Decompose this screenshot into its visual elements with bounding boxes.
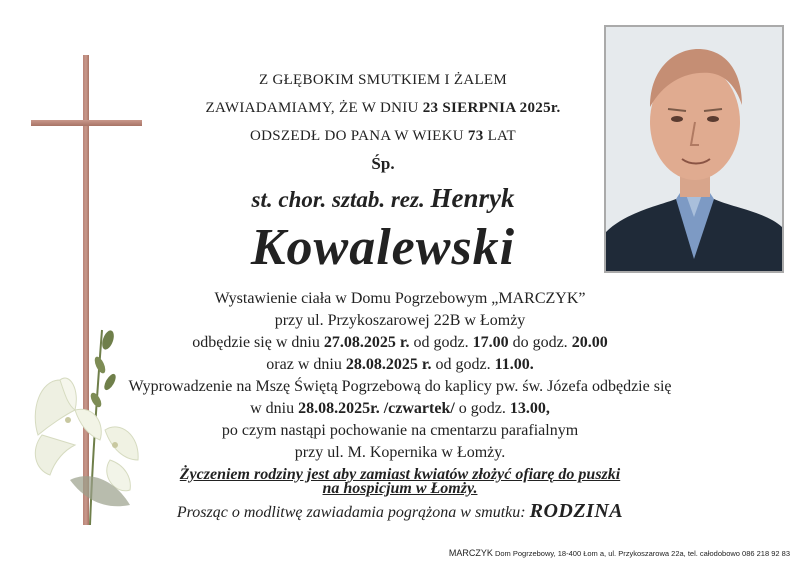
detail-line-5: Wyprowadzenie na Mszę Świętą Pogrzebową do kaplicy pw. św. Józefa odbędzie się	[128, 378, 672, 395]
announcement-line-1: Z GŁĘBOKIM SMUTKIEM I ŻALEM	[258, 72, 508, 88]
closing-line	[150, 500, 650, 523]
signature: RODZINA	[529, 500, 624, 522]
detail-line-3	[150, 334, 650, 352]
family-wish-line-2: na hospicjum w Łomży.	[322, 480, 478, 497]
detail-line-6	[150, 400, 650, 418]
detail-line-4-b: od godz.	[431, 356, 495, 373]
detail-line-1: Wystawienie ciała w Domu Pogrzebowym „MARCZYK”	[214, 290, 586, 307]
detail-line-6-b: o godz.	[454, 400, 510, 417]
family-wish-line-1: Życzeniem rodziny jest aby zamiast kwiatów złożyć ofiarę do puszki	[179, 466, 621, 483]
viewing-time-2: 11.00.	[494, 356, 534, 373]
age: 73	[467, 128, 484, 144]
funeral-home-name: MARCZYK	[448, 548, 493, 558]
mass-date: 28.08.2025r. /czwartek/	[298, 400, 455, 417]
viewing-time-from: 17.00	[472, 334, 509, 351]
viewing-date-1: 27.08.2025 r.	[323, 334, 410, 351]
cross-horizontal-beam	[31, 120, 142, 126]
announcement-line-2-text: ZAWIADAMIAMY, ŻE W DNIU	[205, 100, 423, 116]
detail-line-7: po czym nastąpi pochowanie na cmentarzu parafialnym	[221, 422, 579, 439]
death-date: 23 SIERPNIA 2025r.	[422, 100, 561, 116]
military-rank: st. chor. sztab. rez.	[251, 187, 431, 212]
detail-line-8: przy ul. M. Kopernika w Łomży.	[294, 444, 506, 461]
detail-line-3-a: odbędzie się w dniu	[192, 334, 324, 351]
viewing-date-2: 28.08.2025 r.	[345, 356, 432, 373]
detail-line-4	[150, 356, 650, 374]
detail-line-3-b: od godz.	[409, 334, 473, 351]
surname: Kowalewski	[250, 219, 516, 276]
given-name: Henryk	[430, 183, 515, 213]
detail-line-4-a: oraz w dniu	[266, 356, 346, 373]
detail-line-3-c: do godz.	[508, 334, 572, 351]
announcement-line-3-text: ODSZEDŁ DO PANA W WIEKU	[250, 128, 468, 144]
announcement-line-3-suffix: LAT	[483, 128, 516, 144]
detail-line-6-a: w dniu	[250, 400, 299, 417]
announcement-line-3	[150, 128, 616, 145]
rank-and-name	[150, 183, 616, 214]
viewing-time-to: 20.00	[571, 334, 608, 351]
closing-text: Prosząc o modlitwę zawiadamia pogrążona w smutku:	[176, 504, 530, 521]
honorific: Śp.	[371, 154, 395, 173]
deceased-photo	[604, 25, 784, 273]
lily-flowers-decoration	[20, 310, 150, 525]
detail-line-2: przy ul. Przykoszarowej 22B w Łomży	[274, 312, 526, 329]
funeral-home-address: Dom Pogrzebowy, 18-400 Łom a, ul. Przykoszarowa 22a, tel. całodobowo 086 218 92 83	[492, 549, 790, 558]
mass-time: 13.00,	[509, 400, 550, 417]
announcement-line-2	[150, 100, 616, 117]
funeral-home-footer	[420, 548, 790, 558]
